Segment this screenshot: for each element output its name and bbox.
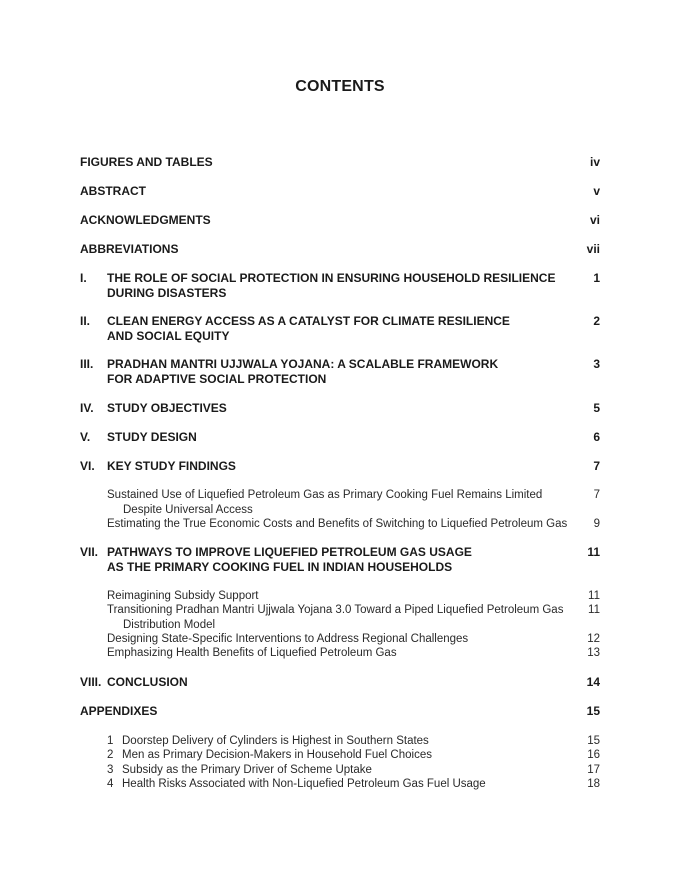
subentry-page: 11: [588, 604, 600, 616]
chapter-page: 14: [586, 675, 600, 689]
appendix-number: 4: [107, 778, 114, 790]
chapter-number: IV.: [80, 401, 94, 415]
chapter-title: PATHWAYS TO IMPROVE LIQUEFIED PETROLEUM GAS USAGE AS THE PRIMARY COOKING FUEL IN INDIAN HOUSEHOLDS: [107, 545, 472, 574]
chapter-page: 1: [593, 271, 600, 285]
appendix-page: 16: [587, 749, 600, 761]
subentry-page: 13: [587, 647, 600, 659]
appendix-page: 18: [587, 778, 600, 790]
appendix-title: Subsidy as the Primary Driver of Scheme Uptake: [122, 764, 372, 776]
appendix-number: 3: [107, 764, 114, 776]
subentry-page: 12: [587, 633, 600, 645]
subentry-title: Emphasizing Health Benefits of Liquefied Petroleum Gas: [107, 647, 397, 659]
chapter-page: 5: [593, 401, 600, 415]
subentry-title: Estimating the True Economic Costs and Benefits of Switching to Liquefied Petroleum Gas: [107, 518, 568, 530]
chapter-title: STUDY OBJECTIVES: [107, 401, 227, 415]
chapter-page: 7: [593, 459, 600, 473]
subentry-title: Sustained Use of Liquefied Petroleum Gas as Primary Cooking Fuel Remains Limited Despite Universal Access: [107, 489, 543, 516]
toc-entry-page: 15: [586, 704, 600, 718]
toc-entry-label: APPENDIXES: [80, 704, 158, 718]
chapter-page: 11: [587, 545, 600, 559]
subentry-page: 9: [593, 518, 600, 530]
toc-entry-page: iv: [589, 155, 600, 169]
toc-entry-label: ACKNOWLEDGMENTS: [80, 213, 211, 227]
chapter-title: CLEAN ENERGY ACCESS AS A CATALYST FOR CLIMATE RESILIENCE AND SOCIAL EQUITY: [107, 314, 510, 343]
appendix-number: 2: [107, 749, 114, 761]
subentry-page: 7: [593, 489, 600, 501]
chapter-number: II.: [80, 314, 91, 328]
appendix-title: Doorstep Delivery of Cylinders is Highest in Southern States: [122, 735, 429, 747]
page-title: CONTENTS: [295, 78, 385, 95]
chapter-number: V.: [80, 430, 91, 444]
toc-entry-page: v: [593, 184, 600, 198]
chapter-number: VIII.: [80, 675, 102, 689]
appendix-page: 15: [587, 735, 600, 747]
appendix-page: 17: [587, 764, 600, 776]
chapter-page: 2: [593, 314, 600, 328]
chapter-number: VII.: [80, 545, 99, 559]
appendix-title: Men as Primary Decision-Makers in Household Fuel Choices: [122, 749, 432, 761]
chapter-title: THE ROLE OF SOCIAL PROTECTION IN ENSURING HOUSEHOLD RESILIENCE DURING DISASTERS: [107, 271, 556, 300]
toc-entry-label: ABSTRACT: [80, 184, 146, 198]
toc-entry-page: vii: [586, 242, 600, 256]
chapter-title: PRADHAN MANTRI UJJWALA YOJANA: A SCALABLE FRAMEWORK FOR ADAPTIVE SOCIAL PROTECTION: [107, 357, 499, 386]
chapter-page: 6: [593, 430, 600, 444]
subentry-title: Designing State-Specific Interventions to Address Regional Challenges: [107, 633, 469, 645]
toc-entry-page: vi: [589, 213, 600, 227]
chapter-number: III.: [80, 357, 94, 371]
subentry-title: Transitioning Pradhan Mantri Ujjwala Yojana 3.0 Toward a Piped Liquefied Petroleum Gas Distribution Model: [107, 604, 564, 631]
chapter-number: VI.: [80, 459, 95, 473]
subentry-title: Reimagining Subsidy Support: [107, 590, 259, 602]
chapter-title: CONCLUSION: [107, 675, 188, 689]
appendix-title: Health Risks Associated with Non-Liquefied Petroleum Gas Fuel Usage: [122, 778, 486, 790]
chapter-number: I.: [80, 271, 87, 285]
chapter-title: KEY STUDY FINDINGS: [107, 459, 236, 473]
chapter-title: STUDY DESIGN: [107, 430, 197, 444]
subentry-page: 11: [588, 590, 600, 602]
appendix-number: 1: [107, 735, 114, 747]
chapter-page: 3: [593, 357, 600, 371]
toc-entry-label: FIGURES AND TABLES: [80, 155, 213, 169]
toc-entry-label: ABBREVIATIONS: [80, 242, 179, 256]
